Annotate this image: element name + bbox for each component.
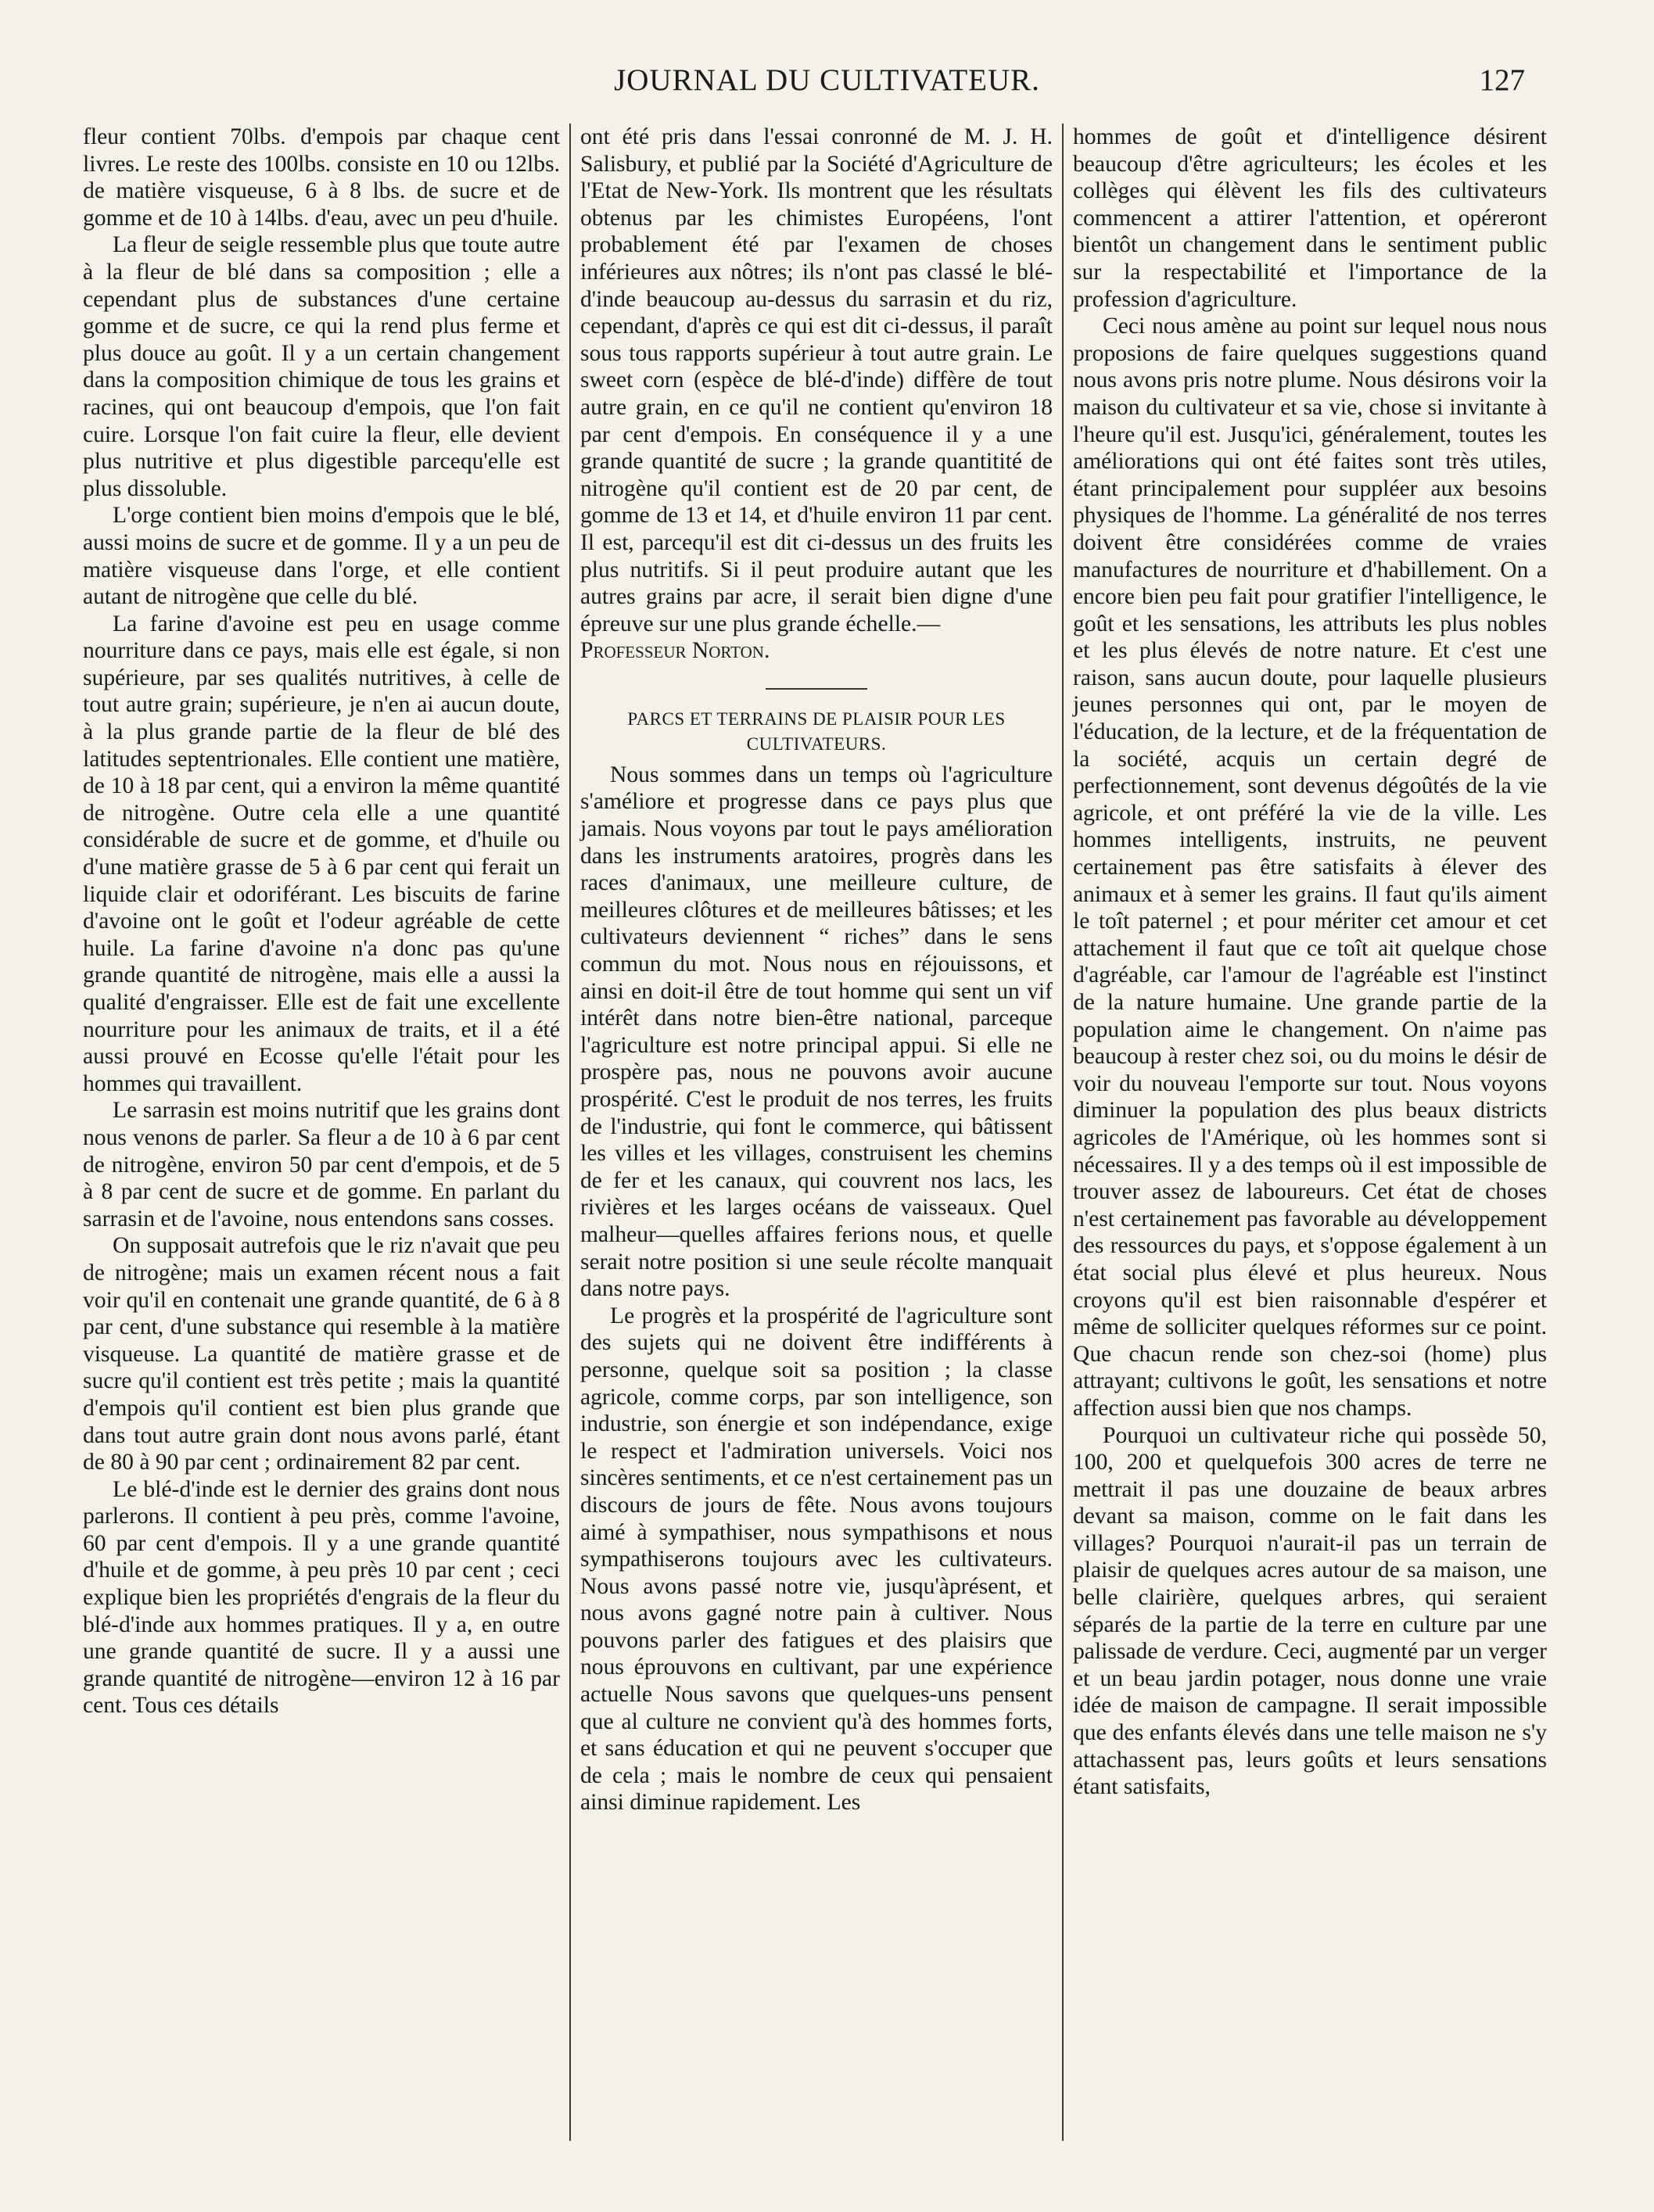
journal-title: JOURNAL DU CULTIVATEUR. (614, 63, 1040, 97)
paragraph: La farine d'avoine est peu en usage comme nourriture dans ce pays, mais elle est égale, si non supérieure, par ses qualités nutritives, à celle de tout autre grain; supérieure, je n'en ai aucun doute, à la plus grande partie de la fleur de blé des latitudes septentrionales. Elle contient une matière, de 10 à 18 par cent, qui a environ la même quantité de nitrogène. Outre cela elle a une quantité considérable de sucre et de gomme, et d'huile ou d'une matière grasse de 5 à 6 par cent qui ferait un liquide clair et odoriférant. Les biscuits de farine d'avoine ont le goût et l'odeur agréable de cette huile. La farine d'avoine n'a donc pas qu'une grande quantité de nitrogène, mais elle a aussi la qualité d'engraisser. Elle est de fait une excellente nourriture pour les animaux de traits, et il a été aussi prouvé en Ecosse qu'elle l'était pour les hommes qui travaillent. (83, 611, 560, 1096)
column-1 (78, 124, 571, 2141)
page-number: 127 (1479, 63, 1525, 97)
paragraph: Pourquoi un cultivateur riche qui possède 50, 100, 200 et quelquefois 300 acres de terre ne mettrait il pas une douzaine de beaux arbres devant sa maison, comme on le fait dans les villages? Pourquoi n'aurait-il pas un terrain de plaisir de quelques acres autour de sa maison, une belle clairière, quelques arbres, qui seraient séparés de la partie de la terre en culture par une palissade de verdure. Ceci, augmenté par un verger et un beau jardin potager, nous donne une vraie idée de maison de campagne. Il serait impossible que des enfants élevés dans une telle maison ne s'y attachassent pas, leurs goûts et leurs sensations étant satisfaits, (1073, 1422, 1547, 1800)
section-divider (766, 688, 867, 690)
article-columns (78, 124, 1556, 2141)
paragraph: Le sarrasin est moins nutritif que les grains dont nous venons de parler. Sa fleur a de 10 à 6 par cent de nitrogène, environ 50 par cent d'empois, et de 5 à 8 par cent de sucre et de gomme. En parlant du sarrasin et de l'avoine, nous entendons sans cosses. (83, 1098, 560, 1231)
author-signature: Professeur Norton. (580, 638, 770, 664)
paragraph: Ceci nous amène au point sur lequel nous nous proposions de faire quelques suggestions quand nous avons pris notre plume. Nous désirons voir la maison du cultivateur et sa vie, chose si invitante à l'heure qu'il est. Jusqu'ici, généralement, toutes les améliorations qui ont été faites sont très utiles, étant principalement pour suppléer aux besoins physiques de l'homme. La généralité de nos terres doivent être considérées comme de vraies manufactures de nourriture et d'habillement. On a encore bien peu fait pour gratifier l'intelligence, le goût et les sensations, les attributs les plus nobles et les plus élevés de notre nature. Et c'est une raison, sans aucun doute, pour laquelle plusieurs jeunes personnes qui ont, par le moyen de l'éducation, de la lecture, et de la fréquentation de la société, acquis un certain degré de perfectionnement, sont devenus dégoûtés de la vie agricole, et ont préféré la vie de la ville. Les hommes intelligents, instruits, ne peuvent certainement pas être satisfaits à élever des animaux et à semer les grains. Il faut qu'ils aiment le toît paternel ; et pour mériter cet amour et cet attachement il faut que ce toît ait quelque chose d'agréable, car l'amour de l'agréable est l'instinct de la nature humaine. Une grande partie de la population aime le changement. On n'aime pas beaucoup à rester chez soi, ou du moins le désir de voir du nouveau l'emporte sur tout. Nous voyons diminuer la population des plus beaux districts agricoles de l'Amérique, où les hommes sont si nécessaires. Il y a des temps où il est impossible de trouver assez de laboureurs. Cet état de choses n'est certainement pas favorable au développement des ressources du pays, et s'oppose également à un état social plus élevé et plus heureux. Nous croyons qu'il est bien raisonnable d'espérer et même de solliciter quelques réformes sur ce point. Que chacun rende son chez-soi (home) plus attrayant; cultivons le goût, les sensations et notre affection aussi bien que nos champs. (1073, 314, 1547, 1421)
section-title-line: CULTIVATEURS. (746, 733, 887, 754)
paragraph: La fleur de seigle ressemble plus que toute autre à la fleur de blé dans sa composition ; elle a cependant plus de substances d'une certaine gomme et de sucre, ce qui la rend plus ferme et plus douce au goût. Il y a un certain changement dans la composition chimique de tous les grains et racines, qui ont beaucoup d'empois, que l'on fait cuire. Lorsque l'on fait cuire la fleur, elle devient plus nutritive et plus digestible parcequ'elle est plus dissoluble. (83, 232, 560, 501)
paragraph: Nous sommes dans un temps où l'agriculture s'améliore et progresse dans ce pays plus que jamais. Nous voyons par tout le pays amélioration dans les instruments aratoires, progrès dans les races d'animaux, une meilleure culture, de meilleures clôtures et de meilleures bâtisses; et les cultivateurs deviennent “ riches” dans le sens commun du mot. Nous nous en réjouissons, et ainsi en doit-il être de tout homme qui sent un vif intérêt dans notre bien-être national, parceque l'agriculture est notre principal appui. Si elle ne prospère pas, nous ne pouvons avoir aucune prospérité. C'est le produit de nos terres, les fruits de l'industrie, qui font le commerce, qui bâtissent les villes et les villages, construisent les chemins de fer et les canaux, qui couvrent nos lacs, les rivières et les larges océans de vaisseaux. Quel malheur—quelles affaires ferions nous, et quelle serait notre position si une seule récolte manquait dans notre pays. (580, 762, 1053, 1302)
section-title (580, 707, 1053, 757)
paragraph: On supposait autrefois que le riz n'avait que peu de nitrogène; mais un examen récent nous a fait voir qu'il en contenait une grande quantité, de 6 à 8 par cent, d'une substance qui resemble à la matière visqueuse. La quantité de matière grasse et de sucre qu'il contient est très petite ; mais la quantité d'empois qu'il contient est bien plus grande que dans tout autre grain dont nous avons parlé, étant de 80 à 90 par cent ; ordinairement 82 par cent. (83, 1233, 560, 1475)
column-3 (1064, 124, 1556, 2141)
paragraph: L'orge contient bien moins d'empois que le blé, aussi moins de sucre et de gomme. Il y a un peu de matière visqueuse dans l'orge, et elle contient autant de nitrogène que celle du blé. (83, 503, 560, 610)
section-title-line: PARCS ET TERRAINS DE PLAISIR POUR LES (627, 708, 1006, 729)
paragraph: Le blé-d'inde est le dernier des grains dont nous parlerons. Il contient à peu près, comme l'avoine, 60 par cent d'empois. Il y a une grande quantité d'huile et de gomme, à peu près 10 par cent ; ceci explique bien les propriétés d'engrais de la fleur du blé-d'inde aux hommes pratiques. Il y a, en outre une grande quantité de sucre. Il y a aussi une grande quantité de nitrogène—environ 12 à 16 par cent. Tous ces détails (83, 1476, 560, 1719)
paragraph: fleur contient 70lbs. d'empois par chaque cent livres. Le reste des 100lbs. consiste en 10 ou 12lbs. de matière visqueuse, 6 à 8 lbs. de sucre et de gomme et de 10 à 14lbs. d'eau, avec un peu d'huile. (83, 124, 560, 231)
column-2 (571, 124, 1064, 2141)
paragraph: ont été pris dans l'essai conronné de M. J. H. Salisbury, et publié par la Société d'Agriculture de l'Etat de New-York. Ils montrent que les résultats obtenus par les chimistes Européens, l'ont probablement été par l'examen de choses inférieures aux nôtres; ils n'ont pas classé le blé-d'inde beaucoup au-dessus du sarrasin et du riz, cependant, d'après ce qui est dit ci-dessus, il paraît sous tous rapports supérieur à tout autre grain. Le sweet corn (espèce de blé-d'inde) diffère de tout autre grain, en ce qu'il ne contient qu'environ 18 par cent d'empois. En conséquence il y a une grande quantité de sucre ; la grande quantitité de nitrogène qu'il contient est de 20 par cent, de gomme de 13 et 14, et d'huile environ 11 par cent. Il est, parcequ'il est dit ci-dessus un des fruits les plus nutritifs. Si il peut produire autant que les autres grains par acre, il serait bien digne d'une épreuve sur une plus grande échelle.— (580, 124, 1053, 636)
running-head (0, 63, 1654, 109)
paragraph: Le progrès et la prospérité de l'agriculture sont des sujets qui ne doivent être indifférents à personne, quelque soit sa position ; la classe agricole, comme corps, par son intelligence, son industrie, son énergie et son indépendance, exige le respect et l'admiration universels. Voici nos sincères sentiments, et ce n'est certainement pas un discours de jours de fête. Nous avons toujours aimé à sympathiser, nous sympathisons et nous sympathiserons toujours avec les cultivateurs. Nous avons passé notre vie, jusqu'àprésent, et nous avons gagné notre pain à cultiver. Nous pouvons parler des fatigues et des plaisirs que nous éprouvons en cultivant, par une expérience actuelle Nous savons que quelques-uns pensent que al culture ne convient qu'à des hommes forts, et sans éducation et qui ne peuvent s'occuper que de cela ; mais le nombre de ceux qui pensaient ainsi diminue rapidement. Les (580, 1303, 1053, 1816)
paragraph: hommes de goût et d'intelligence désirent beaucoup d'être agriculteurs; les écoles et les collèges qui élèvent les fils des cultivateurs commencent a attirer l'attention, et opéreront bientôt un changement dans le sentiment public sur la respectabilité et l'importance de la profession d'agriculture. (1073, 124, 1547, 312)
